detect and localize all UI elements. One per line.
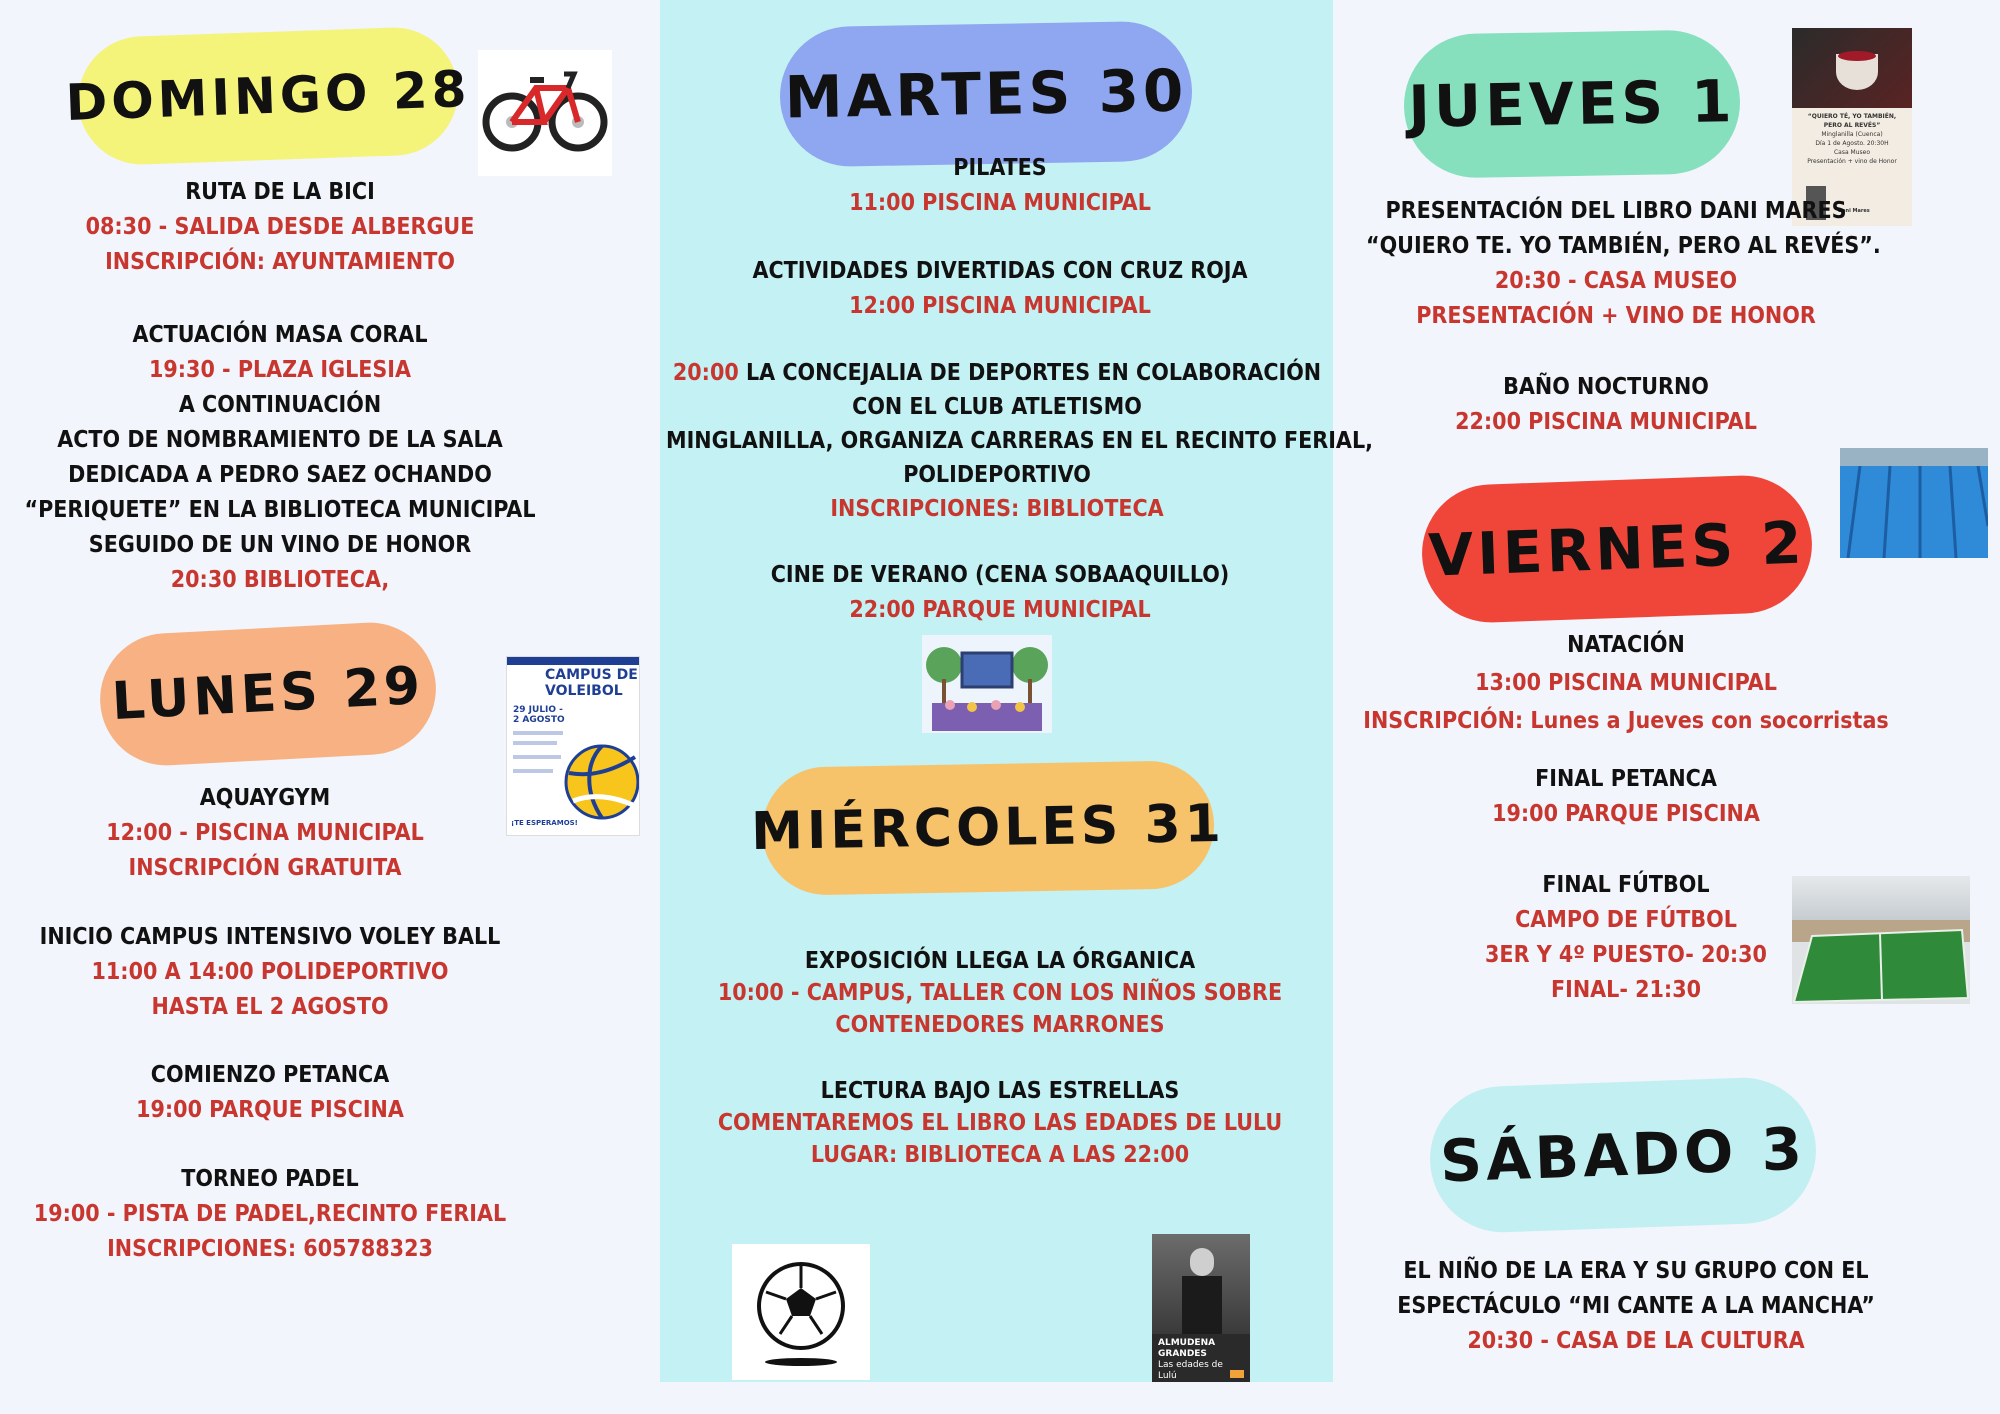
martes-pilates-event xyxy=(700,151,1300,221)
miercoles-exposicion-event xyxy=(700,945,1300,1041)
event-time: 20:00 xyxy=(672,360,739,386)
event-detail: CON EL CLUB ATLETISMO xyxy=(852,394,1142,420)
lunes-title: LUNES 29 xyxy=(110,655,426,733)
event-detail: 20:30 - CASA MUSEO xyxy=(1494,268,1738,294)
martes-header xyxy=(779,20,1193,167)
event-title: BAÑO NOCTURNO xyxy=(1503,374,1709,400)
event-detail: 20:30 BIBLIOTECA, xyxy=(170,567,390,593)
event-title: ACTIVIDADES DIVERTIDAS CON CRUZ ROJA xyxy=(752,258,1248,284)
jueves-bano-event xyxy=(1366,370,1846,440)
poster-footer: ¡TE ESPERAMOS! xyxy=(511,819,578,827)
miercoles-title: MIÉRCOLES 31 xyxy=(750,793,1226,863)
sabado-nino-event xyxy=(1346,1254,1926,1359)
event-detail: 11:00 A 14:00 POLIDEPORTIVO xyxy=(91,959,449,985)
event-title: NATACIÓN xyxy=(1567,632,1685,658)
event-title: TORNEO PADEL xyxy=(181,1166,359,1192)
event-title: CINE DE VERANO (CENA SOBAAQUILLO) xyxy=(770,562,1230,588)
soccer-ball-icon xyxy=(732,1244,870,1380)
event-detail: CONTENEDORES MARRONES xyxy=(835,1012,1165,1038)
event-detail: HASTA EL 2 AGOSTO xyxy=(151,994,389,1020)
viernes-title: VIERNES 2 xyxy=(1427,508,1807,590)
event-detail: EL NIÑO DE LA ERA Y SU GRUPO CON EL xyxy=(1403,1258,1869,1284)
event-detail: INSCRIPCIONES: 605788323 xyxy=(107,1236,433,1262)
viernes-natacion-event xyxy=(1336,626,1916,740)
poster-line: Presentación + vino de Honor xyxy=(1807,158,1897,165)
poster-dates: 2 AGOSTO xyxy=(513,715,565,725)
event-detail: DEDICADA A PEDRO SAEZ OCHANDO xyxy=(68,462,492,488)
event-detail: POLIDEPORTIVO xyxy=(903,462,1091,488)
event-title: FINAL FÚTBOL xyxy=(1542,872,1710,898)
volleyball-icon xyxy=(563,743,640,821)
poster-line: “QUIERO TÉ, YO TAMBIÉN, xyxy=(1807,113,1897,120)
poster-line: Casa Museo xyxy=(1833,149,1871,156)
event-detail: 19:00 - PISTA DE PADEL,RECINTO FERIAL xyxy=(33,1201,507,1227)
event-detail: 19:00 PARQUE PISCINA xyxy=(1492,801,1760,827)
miercoles-header xyxy=(750,760,1226,896)
martes-title: MARTES 30 xyxy=(784,56,1188,132)
event-detail: A CONTINUACIÓN xyxy=(178,392,382,418)
event-detail: LA CONCEJALIA DE DEPORTES EN COLABORACIÓN xyxy=(738,360,1322,386)
event-detail: CAMPO DE FÚTBOL xyxy=(1515,907,1737,933)
domingo-coral-event xyxy=(20,318,540,598)
event-detail: 19:00 PARQUE PISCINA xyxy=(136,1097,404,1123)
event-detail: PRESENTACIÓN + VINO DE HONOR xyxy=(1416,303,1816,329)
miercoles-lectura-event xyxy=(700,1075,1300,1171)
event-detail: 12:00 PISCINA MUNICIPAL xyxy=(849,293,1151,319)
martes-carreras-event xyxy=(666,356,1373,526)
event-title: COMIENZO PETANCA xyxy=(150,1062,390,1088)
poster-line: PERO AL REVÉS” xyxy=(1823,122,1881,129)
event-detail: INSCRIPCIÓN: Lunes a Jueves con socorristas xyxy=(1363,708,1889,734)
poster-line: Día 1 de Agosto. 20:30H xyxy=(1815,140,1889,147)
event-title: AQUAYGYM xyxy=(199,785,331,811)
event-detail: LUGAR: BIBLIOTECA A LAS 22:00 xyxy=(810,1142,1190,1168)
jueves-header xyxy=(1403,29,1741,179)
viernes-petanca-event xyxy=(1366,762,1886,832)
event-detail: 11:00 PISCINA MUNICIPAL xyxy=(849,190,1151,216)
domingo-title: DOMINGO 28 xyxy=(64,59,472,133)
event-detail: COMENTAREMOS EL LIBRO LAS EDADES DE LULU xyxy=(717,1110,1283,1136)
lunes-petanca-event xyxy=(20,1058,520,1128)
poster-title: VOLEIBOL xyxy=(545,683,623,699)
lunes-aquagym-event xyxy=(20,781,510,886)
poster-author: Dani Mares xyxy=(1838,208,1870,214)
poster-dates: 29 JULIO - xyxy=(513,705,563,715)
event-title: FINAL PETANCA xyxy=(1535,766,1717,792)
event-detail: INSCRIPCIÓN: AYUNTAMIENTO xyxy=(105,249,455,275)
martes-cine-event xyxy=(700,558,1300,628)
domingo-header xyxy=(64,25,472,166)
event-detail: FINAL- 21:30 xyxy=(1550,977,1701,1003)
book-title: Las edades de Lulú xyxy=(1158,1360,1223,1381)
event-detail: 08:30 - SALIDA DESDE ALBERGUE xyxy=(85,214,475,240)
event-detail: 13:00 PISCINA MUNICIPAL xyxy=(1475,670,1777,696)
event-detail: 22:00 PISCINA MUNICIPAL xyxy=(1455,409,1757,435)
martes-cruzroja-event xyxy=(700,254,1300,324)
jueves-title: JUEVES 1 xyxy=(1407,67,1737,141)
event-detail: ESPECTÁCULO “MI CANTE A LA MANCHA” xyxy=(1397,1293,1875,1319)
event-detail: 22:00 PARQUE MUNICIPAL xyxy=(849,597,1151,623)
book-author: ALMUDENA GRANDES xyxy=(1158,1338,1216,1359)
event-detail: 20:30 - CASA DE LA CULTURA xyxy=(1467,1328,1805,1354)
event-detail: 10:00 - CAMPUS, TALLER CON LOS NIÑOS SOBRE xyxy=(717,980,1283,1006)
viernes-header xyxy=(1420,473,1815,625)
event-detail: “PERIQUETE” EN LA BIBLIOTECA MUNICIPAL xyxy=(24,497,536,523)
lunes-padel-event xyxy=(20,1162,520,1267)
event-title: EXPOSICIÓN LLEGA LA ÓRGANICA xyxy=(804,948,1196,974)
bicycle-icon xyxy=(478,50,612,176)
event-title: INICIO CAMPUS INTENSIVO VOLEY BALL xyxy=(39,924,501,950)
outdoor-cinema-illustration xyxy=(922,635,1052,733)
event-title: PRESENTACIÓN DEL LIBRO DANI MARES xyxy=(1385,198,1847,224)
event-detail: ACTO DE NOMBRAMIENTO DE LA SALA xyxy=(57,427,503,453)
event-title: ACTUACIÓN MASA CORAL xyxy=(132,322,428,348)
volleyball-poster xyxy=(506,656,640,836)
lunes-voley-event xyxy=(20,920,520,1025)
event-detail: SEGUIDO DE UN VINO DE HONOR xyxy=(88,532,472,558)
poster-line: Minglanilla (Cuenca) xyxy=(1821,131,1883,138)
event-title: RUTA DE LA BICI xyxy=(185,179,375,205)
sabado-title: SÁBADO 3 xyxy=(1439,1114,1807,1196)
sabado-header xyxy=(1428,1075,1819,1234)
event-detail: 12:00 - PISCINA MUNICIPAL xyxy=(106,820,424,846)
event-detail: INSCRIPCIÓN GRATUITA xyxy=(128,855,402,881)
event-title: PILATES xyxy=(953,155,1047,181)
event-detail: “QUIERO TE. YO TAMBIÉN, PERO AL REVÉS”. xyxy=(1366,233,1881,259)
viernes-futbol-event xyxy=(1366,868,1886,1008)
jueves-libro-event xyxy=(1366,194,1881,334)
swimming-pool-photo xyxy=(1840,448,1988,558)
event-detail: 3ER Y 4º PUESTO- 20:30 xyxy=(1485,942,1767,968)
lunes-header xyxy=(97,619,439,768)
domingo-ruta-event xyxy=(20,175,540,280)
event-detail: MINGLANILLA, ORGANIZA CARRERAS EN EL RECINTO FERIAL, xyxy=(666,428,1373,454)
poster-title: CAMPUS DE xyxy=(545,667,638,683)
event-detail: INSCRIPCIONES: BIBLIOTECA xyxy=(830,496,1164,522)
event-title: LECTURA BAJO LAS ESTRELLAS xyxy=(820,1078,1180,1104)
book-cover xyxy=(1152,1234,1250,1382)
event-detail: 19:30 - PLAZA IGLESIA xyxy=(148,357,412,383)
